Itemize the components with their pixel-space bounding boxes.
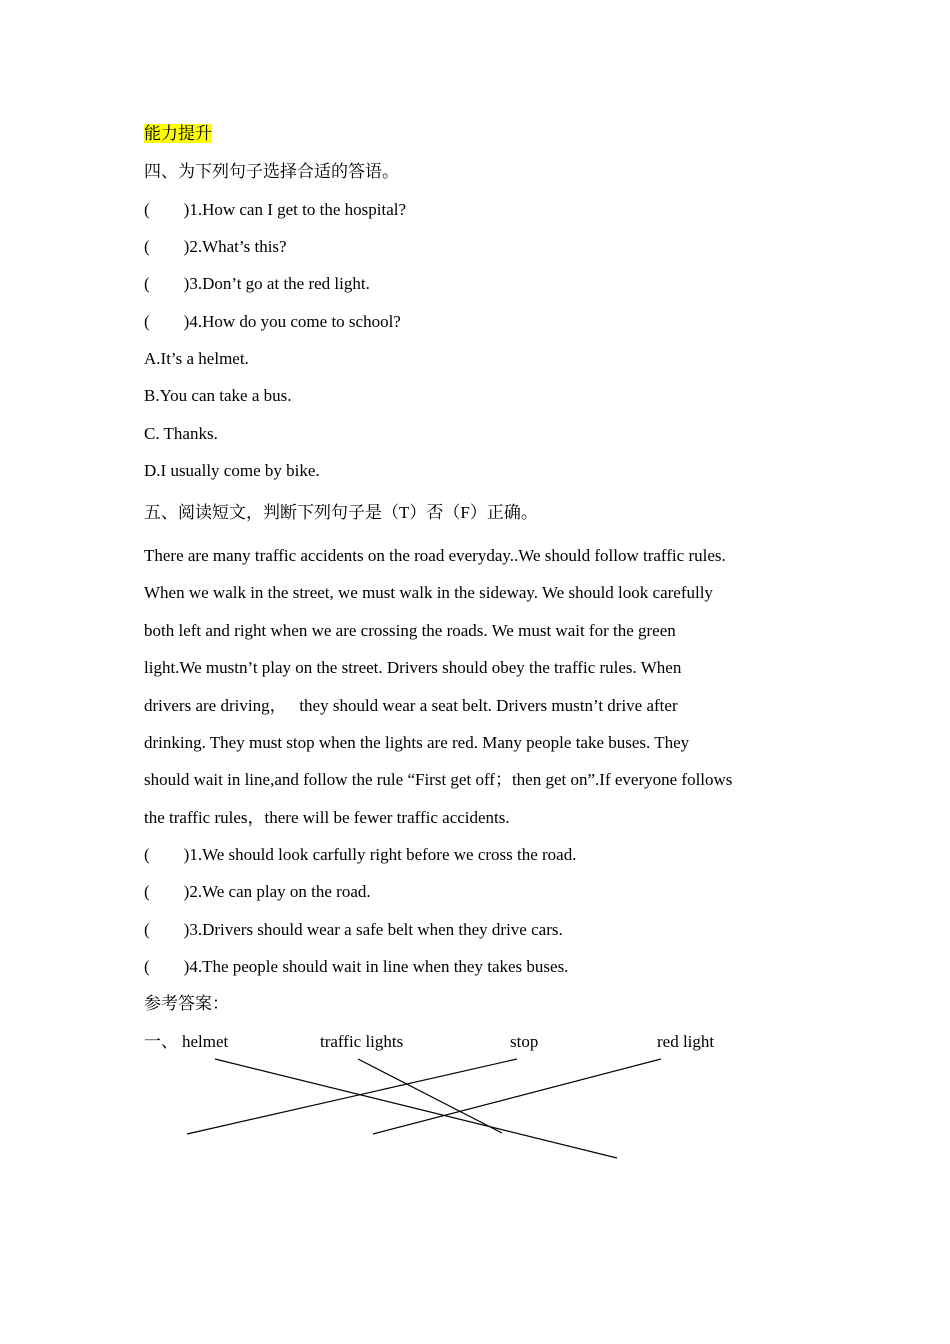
passage-line: drinking. They must stop when the lights are red. Many people take buses. They xyxy=(144,733,690,752)
part5-question-3: ( )3.Drivers should wear a safe belt when they drive cars. xyxy=(144,920,563,939)
part4-option-d: D.I usually come by bike. xyxy=(144,461,320,480)
answer-word-traffic-lights: traffic lights xyxy=(320,1032,404,1051)
passage-line: should wait in line,and follow the rule “First get off；then get on”.If everyone follows xyxy=(144,770,733,789)
part4-question-1: ( )1.How can I get to the hospital? xyxy=(144,200,407,219)
answer-word-stop: stop xyxy=(510,1032,539,1051)
answer-prefix: 一、 xyxy=(144,1032,178,1051)
part4-title: 四、为下列句子选择合适的答语。 xyxy=(144,162,399,181)
matching-line xyxy=(187,1059,517,1134)
matching-line xyxy=(373,1059,661,1134)
passage-line: the traffic rules，there will be fewer traffic accidents. xyxy=(144,808,510,827)
part4-question-4: ( )4.How do you come to school? xyxy=(144,312,401,331)
passage-line: drivers are driving， they should wear a seat belt. Drivers mustn’t drive after xyxy=(144,696,678,715)
part4-question-2: ( )2.What’s this? xyxy=(144,237,287,256)
passage-line: When we walk in the street, we must walk in the sideway. We should look carefully xyxy=(144,583,713,602)
matching-line xyxy=(215,1059,617,1158)
part4-option-c: C. Thanks. xyxy=(144,424,218,443)
passage-line: both left and right when we are crossing the roads. We must wait for the green xyxy=(144,621,676,640)
answers-title: 参考答案： xyxy=(144,994,229,1013)
matching-line xyxy=(358,1059,502,1133)
part4-question-3: ( )3.Don’t go at the red light. xyxy=(144,274,370,293)
part5-question-4: ( )4.The people should wait in line when they takes buses. xyxy=(144,957,569,976)
part5-title: 五、阅读短文，判断下列句子是（T）否（F）正确。 xyxy=(144,503,538,522)
part5-question-2: ( )2.We can play on the road. xyxy=(144,882,371,901)
passage-line: There are many traffic accidents on the road everyday..We should follow traffic rules. xyxy=(144,546,726,565)
part4-option-b: B.You can take a bus. xyxy=(144,386,292,405)
answer-word-red-light: red light xyxy=(657,1032,715,1051)
part4-option-a: A.It’s a helmet. xyxy=(144,349,249,368)
part5-question-1: ( )1.We should look carfully right before we cross the road. xyxy=(144,845,577,864)
section-heading-text: 能力提升 xyxy=(144,124,212,143)
passage-line: light.We mustn’t play on the street. Drivers should obey the traffic rules. When xyxy=(144,658,682,677)
answer-word-helmet: helmet xyxy=(182,1032,229,1051)
